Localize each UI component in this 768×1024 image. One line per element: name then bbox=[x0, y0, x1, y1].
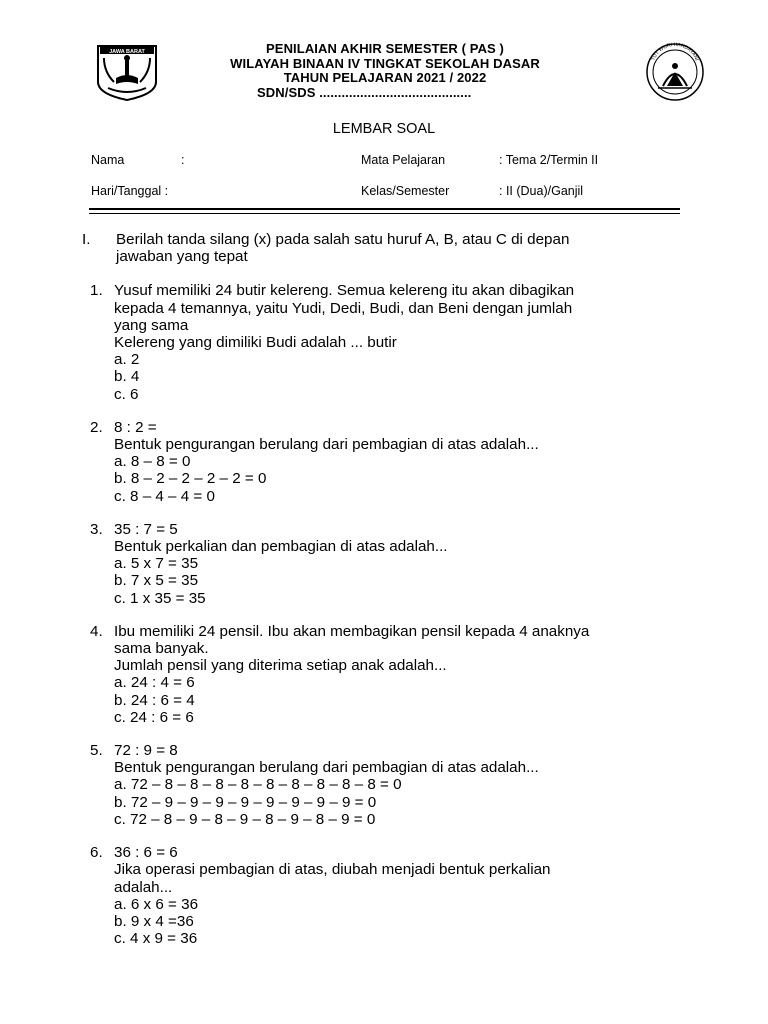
question-text: Yusuf memiliki 24 butir kelereng. Semua kelereng itu akan dibagikan bbox=[114, 282, 575, 300]
mata-pelajaran-value: : Tema 2/Termin II bbox=[499, 153, 599, 167]
instruction-line: jawaban yang tepat bbox=[116, 248, 248, 266]
question-text: Ibu memiliki 24 pensil. Ibu akan membagikan pensil kepada 4 anaknya bbox=[114, 622, 590, 640]
nama-label: Nama bbox=[91, 153, 125, 167]
answer-option-a[interactable]: a. 8 – 8 = 0 bbox=[114, 453, 191, 471]
answer-option-c[interactable]: c. 1 x 35 = 35 bbox=[114, 589, 206, 607]
tut-wuri-text: TUT WURI HANDAYANI bbox=[650, 42, 700, 62]
question-2 bbox=[80, 419, 680, 505]
question-text: kepada 4 temannya, yaitu Yudi, Dedi, Budi, dan Beni dengan jumlah bbox=[114, 299, 573, 317]
question-text: yang sama bbox=[114, 316, 189, 334]
jawa-barat-logo bbox=[94, 42, 160, 102]
header-line-2: WILAYAH BINAAN IV TINGKAT SEKOLAH DASAR bbox=[230, 55, 540, 71]
question-text: Jumlah pensil yang diterima setiap anak adalah... bbox=[114, 657, 447, 675]
answer-option-c[interactable]: c. 4 x 9 = 36 bbox=[114, 930, 198, 948]
answer-option-c[interactable]: c. 6 bbox=[114, 385, 139, 403]
mata-pelajaran-label: Mata Pelajaran bbox=[361, 153, 446, 167]
question-number: 1. bbox=[90, 282, 103, 300]
nama-colon: : bbox=[181, 153, 185, 167]
kelas-semester-value: : II (Dua)/Ganjil bbox=[499, 184, 584, 198]
exam-header bbox=[175, 42, 595, 100]
section-instruction bbox=[80, 231, 680, 265]
question-number: 5. bbox=[90, 742, 103, 760]
header-divider-thin bbox=[89, 213, 680, 214]
question-4 bbox=[80, 623, 680, 726]
answer-option-c[interactable]: c. 72 – 8 – 9 – 8 – 9 – 8 – 9 – 8 – 9 = 0 bbox=[114, 810, 376, 828]
header-line-3: TAHUN PELAJARAN 2021 / 2022 bbox=[283, 70, 487, 85]
header-divider-thick bbox=[89, 208, 680, 210]
question-number: 4. bbox=[90, 622, 103, 640]
question-6 bbox=[80, 844, 680, 947]
question-3 bbox=[80, 521, 680, 607]
question-text: Bentuk pengurangan berulang dari pembagian di atas adalah... bbox=[114, 759, 539, 777]
answer-option-b[interactable]: b. 4 bbox=[114, 368, 140, 386]
question-text: Jika operasi pembagian di atas, diubah menjadi bentuk perkalian bbox=[114, 861, 551, 879]
answer-option-a[interactable]: a. 5 x 7 = 35 bbox=[114, 555, 199, 573]
answer-option-b[interactable]: b. 7 x 5 = 35 bbox=[114, 572, 199, 590]
answer-option-a[interactable]: a. 2 bbox=[114, 351, 140, 369]
answer-option-b[interactable]: b. 8 – 2 – 2 – 2 – 2 = 0 bbox=[114, 470, 267, 488]
answer-option-a[interactable]: a. 6 x 6 = 36 bbox=[114, 895, 199, 913]
question-5 bbox=[80, 742, 680, 828]
question-text: Bentuk pengurangan berulang dari pembagian di atas adalah... bbox=[114, 436, 539, 454]
answer-option-b[interactable]: b. 9 x 4 =36 bbox=[114, 912, 194, 930]
question-number: 6. bbox=[90, 844, 103, 862]
question-text: 72 : 9 = 8 bbox=[114, 742, 178, 760]
question-text: Bentuk perkalian dan pembagian di atas adalah... bbox=[114, 538, 448, 556]
question-text: sama banyak. bbox=[114, 640, 209, 658]
answer-option-c[interactable]: c. 8 – 4 – 4 = 0 bbox=[114, 487, 215, 505]
page-title: LEMBAR SOAL bbox=[332, 121, 436, 137]
question-text: 35 : 7 = 5 bbox=[114, 520, 178, 538]
question-text: adalah... bbox=[114, 878, 173, 896]
question-number: 3. bbox=[90, 520, 103, 538]
answer-option-c[interactable]: c. 24 : 6 = 6 bbox=[114, 708, 194, 726]
question-text: 8 : 2 = bbox=[114, 418, 157, 436]
question-1 bbox=[80, 282, 680, 402]
instruction-line: Berilah tanda silang (x) pada salah satu huruf A, B, atau C di depan bbox=[116, 231, 570, 248]
header-line-4: SDN/SDS ......................................... bbox=[257, 84, 472, 100]
question-text: 36 : 6 = 6 bbox=[114, 844, 178, 862]
jawa-barat-logo-text: JAWA BARAT bbox=[109, 49, 145, 55]
question-text: Kelereng yang dimiliki Budi adalah ... butir bbox=[114, 334, 397, 352]
hari-tanggal-label: Hari/Tanggal : bbox=[91, 184, 169, 198]
answer-option-b[interactable]: b. 72 – 9 – 9 – 9 – 9 – 9 – 9 – 9 – 9 = 0 bbox=[114, 793, 377, 811]
answer-option-a[interactable]: a. 24 : 4 = 6 bbox=[114, 674, 195, 692]
kelas-semester-label: Kelas/Semester bbox=[361, 184, 450, 198]
question-sheet bbox=[80, 231, 680, 963]
section-number: I. bbox=[82, 231, 91, 248]
answer-option-b[interactable]: b. 24 : 6 = 4 bbox=[114, 691, 195, 709]
header-line-1: PENILAIAN AKHIR SEMESTER ( PAS ) bbox=[266, 41, 504, 56]
tut-wuri-handayani-logo bbox=[638, 42, 712, 102]
answer-option-a[interactable]: a. 72 – 8 – 8 – 8 – 8 – 8 – 8 – 8 – 8 – 8 = 0 bbox=[114, 776, 402, 794]
question-number: 2. bbox=[90, 418, 103, 436]
